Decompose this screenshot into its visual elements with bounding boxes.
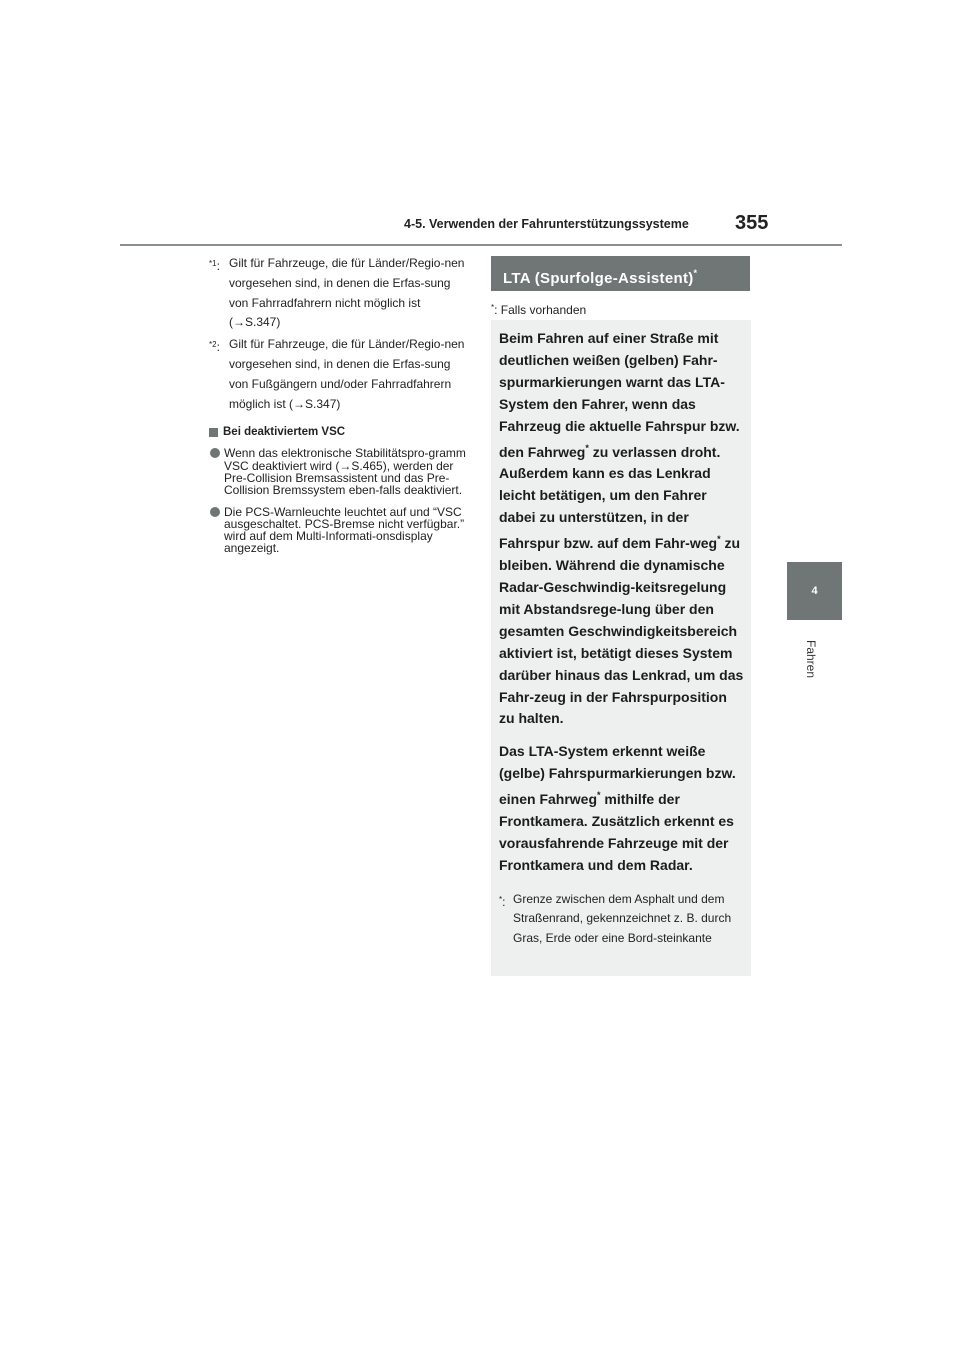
left-column xyxy=(209,254,471,555)
list-item xyxy=(209,447,471,496)
chapter-label xyxy=(784,640,844,700)
footnote-1 xyxy=(209,254,471,333)
list-item-text: Wenn das elektronische Stabilitätspro-gramm VSC deaktiviert wird (→S.465), werden der Pre-Collision Bremsassistent und das Pre-Collision Bremssystem eben-falls deaktiviert. xyxy=(224,446,466,498)
footnote-mark: $^{*1}$: xyxy=(209,259,220,273)
footnote-2 xyxy=(209,335,471,414)
list-item xyxy=(209,506,471,555)
list-item-text: Die PCS-Warnleuchte leuchtet auf und “VSC ausgeschaltet. PCS-Bremse nicht verfügbar.” wird auf dem Multi-Informati-onsdisplay angezeigt. xyxy=(224,504,465,556)
circle-bullet-icon xyxy=(210,507,220,517)
availability-text: Falls vorhanden xyxy=(500,303,587,317)
lta-footnote-text: Grenze zwischen dem Asphalt und dem Straßenrand, gekennzeichnet z. B. durch Gras, Erde oder eine Bord-steinkante xyxy=(513,891,732,945)
subheading xyxy=(209,426,471,438)
page-number: 355 xyxy=(735,212,769,234)
chapter-number: 4 xyxy=(811,585,818,597)
footnote-mark: $^{*2}$: xyxy=(209,340,220,355)
square-bullet-icon xyxy=(209,428,218,437)
chapter-label-text: Fahren xyxy=(804,640,818,679)
circle-bullet-icon xyxy=(210,448,220,458)
footnote-text: Gilt für Fahrzeuge, die für Länder/Regio-nen vorgesehen sind, in denen die Erfas-sung von Fahrradfahrern nicht möglich ist (→S.347) xyxy=(229,256,465,330)
lta-description xyxy=(499,328,745,948)
section-title: 4-5. Verwenden der Fahrunterstützungssysteme xyxy=(404,217,689,231)
lta-paragraph-1: Beim Fahren auf einer Straße mit deutlichen weißen (gelben) Fahr-spurmarkierungen warnt das LTA-System den Fahrer, wenn das Fahrzeug die aktuelle Fahrspur bzw. den Fahrweg* zu verlassen droht. Außerdem kann es das Lenkrad leicht betätigen, um den Fahrer dabei zu unterstützen, in der Fahrspur bzw. auf dem Fahr-weg* zu bleiben. Während die dynamische Radar-Geschwindig-keitsregelung mit Abstandsrege-lung über den gesamten Geschwindigkeitsbereich aktiviert ist, betätigt dieses System darüber hinaus das Lenkrad, um das Fahr-zeug in der Fahrspurposition zu halten. xyxy=(499,330,744,727)
lta-heading xyxy=(491,256,750,291)
lta-footnote: *: Grenze zwischen dem Asphalt und dem Straßenrand, gekennzeichnet z. B. durch Gras, Erde oder eine Bord-steinkante xyxy=(499,891,732,945)
lta-heading-text: LTA (Spurfolge-Assistent) xyxy=(503,270,694,287)
lta-heading-mark: * xyxy=(693,268,698,278)
availability-note: *: Falls vorhanden xyxy=(491,303,587,317)
footnote-text: Gilt für Fahrzeuge, die für Länder/Regio-nen vorgesehen sind, in denen die Erfas-sung von Fußgängern und/oder Fahrradfahrern möglich ist (→S.347) xyxy=(229,337,465,411)
chapter-tab xyxy=(787,562,842,620)
header-divider xyxy=(120,244,842,246)
subheading-text: Bei deaktiviertem VSC xyxy=(223,426,346,439)
lta-paragraph-2: Das LTA-System erkennt weiße (gelbe) Fahrspurmarkierungen bzw. einen Fahrweg* mithilfe der Frontkamera. Zusätzlich erkennt es vorausfahrende Fahrzeuge mit der Frontkamera und dem Radar. xyxy=(499,743,736,873)
